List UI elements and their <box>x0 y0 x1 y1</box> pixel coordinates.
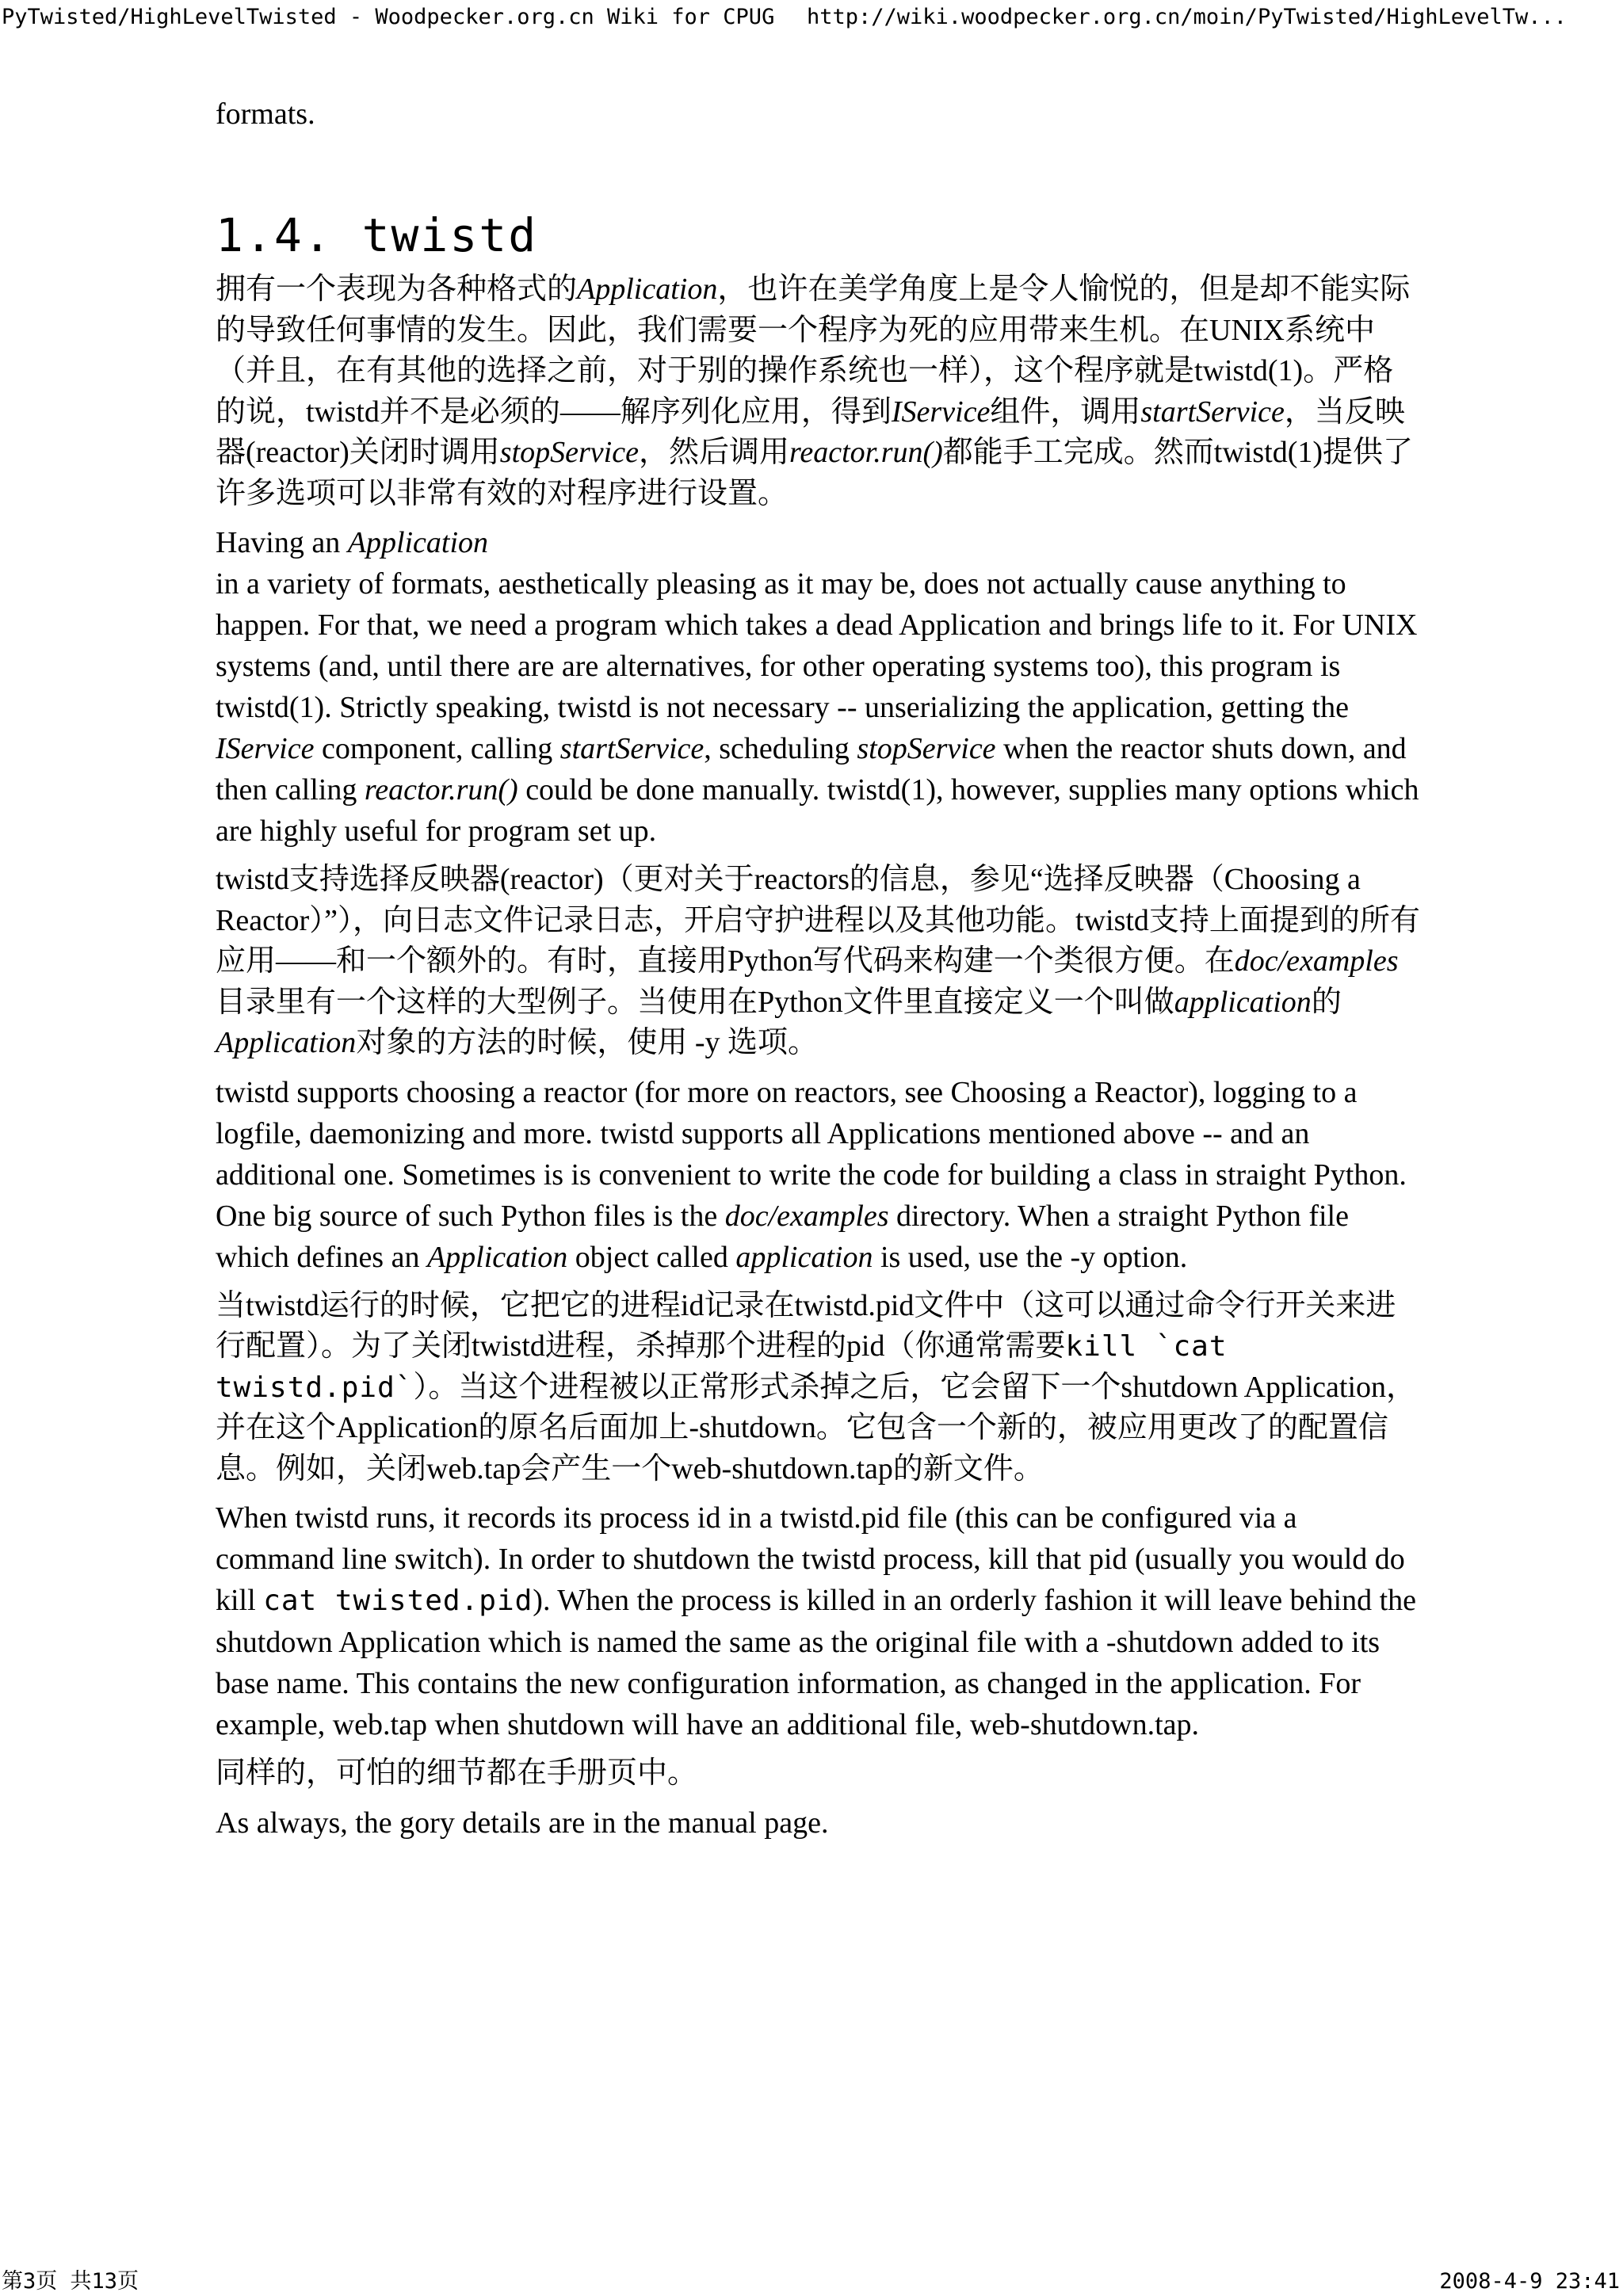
paragraph-en-2 <box>216 1072 1420 1278</box>
text-run: is used, use the -y option. <box>873 1240 1188 1274</box>
text-run: ，也许在美学角度上是令人愉悦的，但是却不能实际的导致任何事情的发生。因此，我们需要一个程序为死的应用带来生机。在UNIX系统中（并且，在有其他的选择之前，对于别的操作系统也一样），这个程序就是twistd(1)。严格的说，twistd并不是必须的——解序列化应用，得到 <box>216 273 1411 429</box>
text-run: directory. When a straight Python file which defines an <box>216 1199 1349 1274</box>
text-run: ). When the process is killed in an orderly fashion it will leave behind the shutdown Application which is named the same as the original file with a -shutdown added to its base name. This contains the new configuration information, as changed in the application. For example, web.tap when shutdown will have an additional file, web-shutdown.tap. <box>216 1584 1417 1741</box>
text-run: ，当反映器(reactor)关闭时调用 <box>216 395 1405 469</box>
term-application-lower: application <box>1174 985 1312 1019</box>
text-run: component, calling <box>314 732 560 765</box>
term-reactor-run: reactor.run() <box>789 436 943 469</box>
text-run: ）。当这个进程被以正常形式杀掉之后，它会留下一个shutdown Application，并在这个Application的原名后面加上-shutdown。它包含一个新的，被应用更改了的配置信息。例如，关闭web.tap会产生一个web-shutdown.tap的新文件。 <box>216 1370 1417 1486</box>
term-application: Application <box>577 273 718 306</box>
text-run: 目录里有一个这样的大型例子。当使用在Python文件里直接定义一个叫做 <box>216 985 1174 1019</box>
browser-page-url: http://wiki.woodpecker.org.cn/moin/PyTwisted/HighLevelTw... <box>807 5 1568 29</box>
footer-page-number: 第3页 共13页 <box>2 2269 139 2294</box>
text-run: 拥有一个表现为各种格式的 <box>216 273 578 306</box>
term-application-lower: application <box>735 1240 873 1274</box>
text-run: 的 <box>1311 985 1342 1019</box>
text-run: , scheduling <box>704 732 857 765</box>
term-iservice: IService <box>891 395 991 429</box>
text-run: 当twistd运行的时候，它把它的进程id记录在twistd.pid文件中（这可以通过命令行开关来进行配置）。为了关闭twistd进程，杀掉那个进程的pid（你通常需要 <box>216 1288 1396 1363</box>
section-heading: 1.4. twistd <box>216 208 538 262</box>
text-run: when the reactor shuts down, and then calling <box>216 732 1407 807</box>
paragraph-en-3 <box>216 1497 1420 1745</box>
term-doc-examples: doc/examples <box>1234 944 1399 978</box>
text-run: twistd支持选择反映器(reactor)（更对关于reactors的信息，参见“选择反映器（Choosing a Reactor）”），向日志文件记录日志，开启守护进程以及其他功能。twistd支持上面提到的所有应用——和一个额外的。有时，直接用Python写代码来构建一个类很方便。在 <box>216 863 1420 978</box>
text-run: ，然后调用 <box>638 436 789 469</box>
term-reactor-run: reactor.run() <box>364 773 518 807</box>
text-run: 都能手工完成。然而twistd(1)提供了许多选项可以非常有效的对程序进行设置。 <box>216 436 1414 510</box>
text-run: object called <box>567 1240 736 1274</box>
text-run: Having an <box>216 526 348 559</box>
text-run: could be done manually. twistd(1), however, supplies many options which are highly useful for program set up. <box>216 773 1419 848</box>
text-run: 对象的方法的时候，使用 -y 选项。 <box>356 1026 818 1059</box>
paragraph-cn-4: 同样的，可怕的细节都在手册页中。 <box>216 1756 698 1790</box>
text-run: in a variety of formats, aesthetically pleasing as it may be, does not actually cause anything to happen. For that, we need a program which takes a dead Application and brings life to it. For UNIX systems (and, until there are are alternatives, for other operating systems too), this program is twistd(1). Strictly speaking, twistd is not necessary -- unserializing the application, getting the <box>216 567 1418 724</box>
text-run: When twistd runs, it records its process id in a twistd.pid file (this can be configured via a command line switch). In order to shutdown the twistd process, kill that pid (usually you would do kill <box>216 1501 1405 1617</box>
code-kill-command: kill `cat twistd.pid` <box>216 1330 1228 1404</box>
term-doc-examples: doc/examples <box>724 1199 889 1233</box>
term-startservice: startService <box>559 732 705 765</box>
paragraph-cn-2 <box>216 860 1420 1064</box>
term-application: Application <box>426 1240 568 1274</box>
text-run: 组件，调用 <box>990 395 1141 429</box>
term-startservice: startService <box>1140 395 1285 429</box>
paragraph-en-4: As always, the gory details are in the manual page. <box>216 1806 829 1840</box>
term-iservice: IService <box>216 732 315 765</box>
paragraph-en-1 <box>216 522 1420 852</box>
browser-page-title: PyTwisted/HighLevelTwisted - Woodpecker.org.cn Wiki for CPUG <box>2 5 775 29</box>
term-stopservice: stopService <box>499 436 639 469</box>
paragraph-cn-3 <box>216 1286 1420 1490</box>
paragraph-cn-1 <box>216 269 1420 514</box>
formats-continuation: formats. <box>216 97 315 131</box>
term-application: Application <box>216 1026 357 1059</box>
text-run: twistd supports choosing a reactor (for more on reactors, see Choosing a Reactor), logging to a logfile, daemonizing and more. twistd supports all Applications mentioned above -- and an additional one. Sometimes is is convenient to write the code for building a class in straight Python. One big source of such Python files is the <box>216 1075 1407 1233</box>
document-body <box>216 93 1420 1844</box>
footer-timestamp: 2008-4-9 23:41 <box>1439 2269 1620 2294</box>
code-cat-command: cat twisted.pid <box>263 1585 533 1617</box>
term-application: Application <box>347 526 489 559</box>
term-stopservice: stopService <box>857 732 996 765</box>
